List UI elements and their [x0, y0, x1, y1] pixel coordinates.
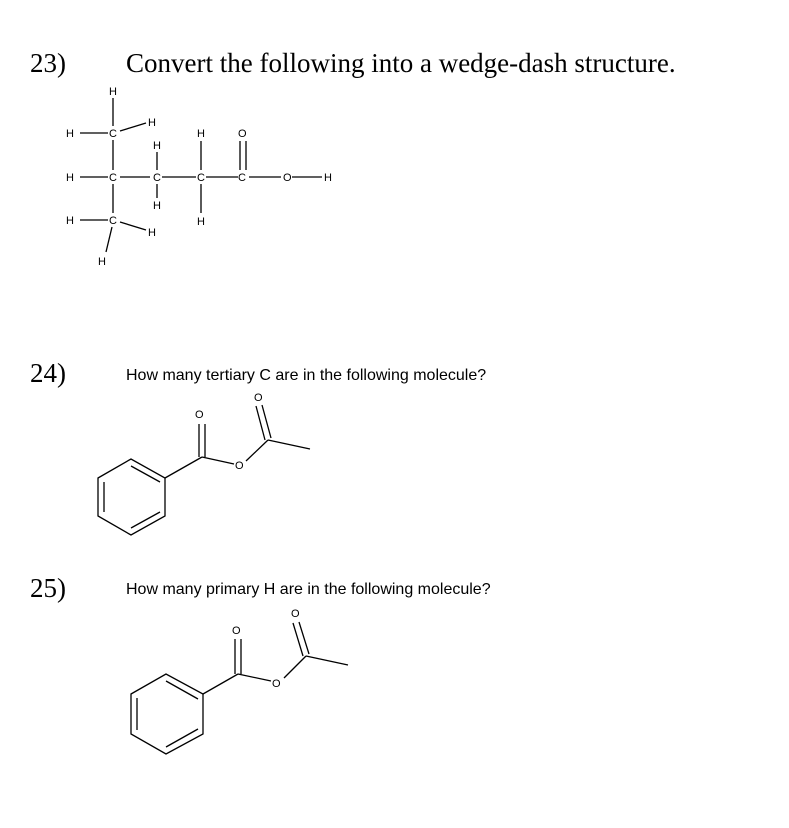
ester-oxygen-label: O — [272, 678, 281, 690]
question-number: 24) — [30, 358, 66, 388]
carbonyl-oxygen-label: O — [232, 625, 241, 637]
atom-label: H — [148, 227, 156, 239]
atom-label: H — [66, 128, 74, 140]
carbonyl-oxygen-label: O — [254, 392, 263, 404]
ester-oxygen-label: O — [235, 460, 244, 472]
question-number: 23) — [30, 48, 66, 78]
atom-label: H — [66, 215, 74, 227]
atom-label: C — [109, 128, 117, 140]
question-prompt: Convert the following into a wedge-dash structure. — [126, 48, 676, 78]
atom-label: H — [324, 172, 332, 184]
atom-label: H — [197, 216, 205, 228]
atom-label: O — [283, 172, 292, 184]
atom-label: C — [109, 215, 117, 227]
question-prompt: How many tertiary C are in the following molecule? — [126, 367, 487, 384]
atom-label: C — [197, 172, 205, 184]
carbonyl-oxygen-label: O — [195, 409, 204, 421]
atom-label: H — [148, 117, 156, 129]
atom-label: H — [153, 140, 161, 152]
carbonyl-oxygen-label: O — [291, 608, 300, 620]
atom-label: O — [238, 128, 247, 140]
atom-label: H — [98, 256, 106, 268]
atom-label: C — [153, 172, 161, 184]
question-number: 25) — [30, 573, 66, 603]
atom-label: H — [153, 200, 161, 212]
atom-label: H — [66, 172, 74, 184]
atom-label: C — [109, 172, 117, 184]
question-prompt: How many primary H are in the following molecule? — [126, 581, 491, 598]
atom-label: H — [197, 128, 205, 140]
atom-label: H — [109, 86, 117, 98]
atom-label: C — [238, 172, 246, 184]
